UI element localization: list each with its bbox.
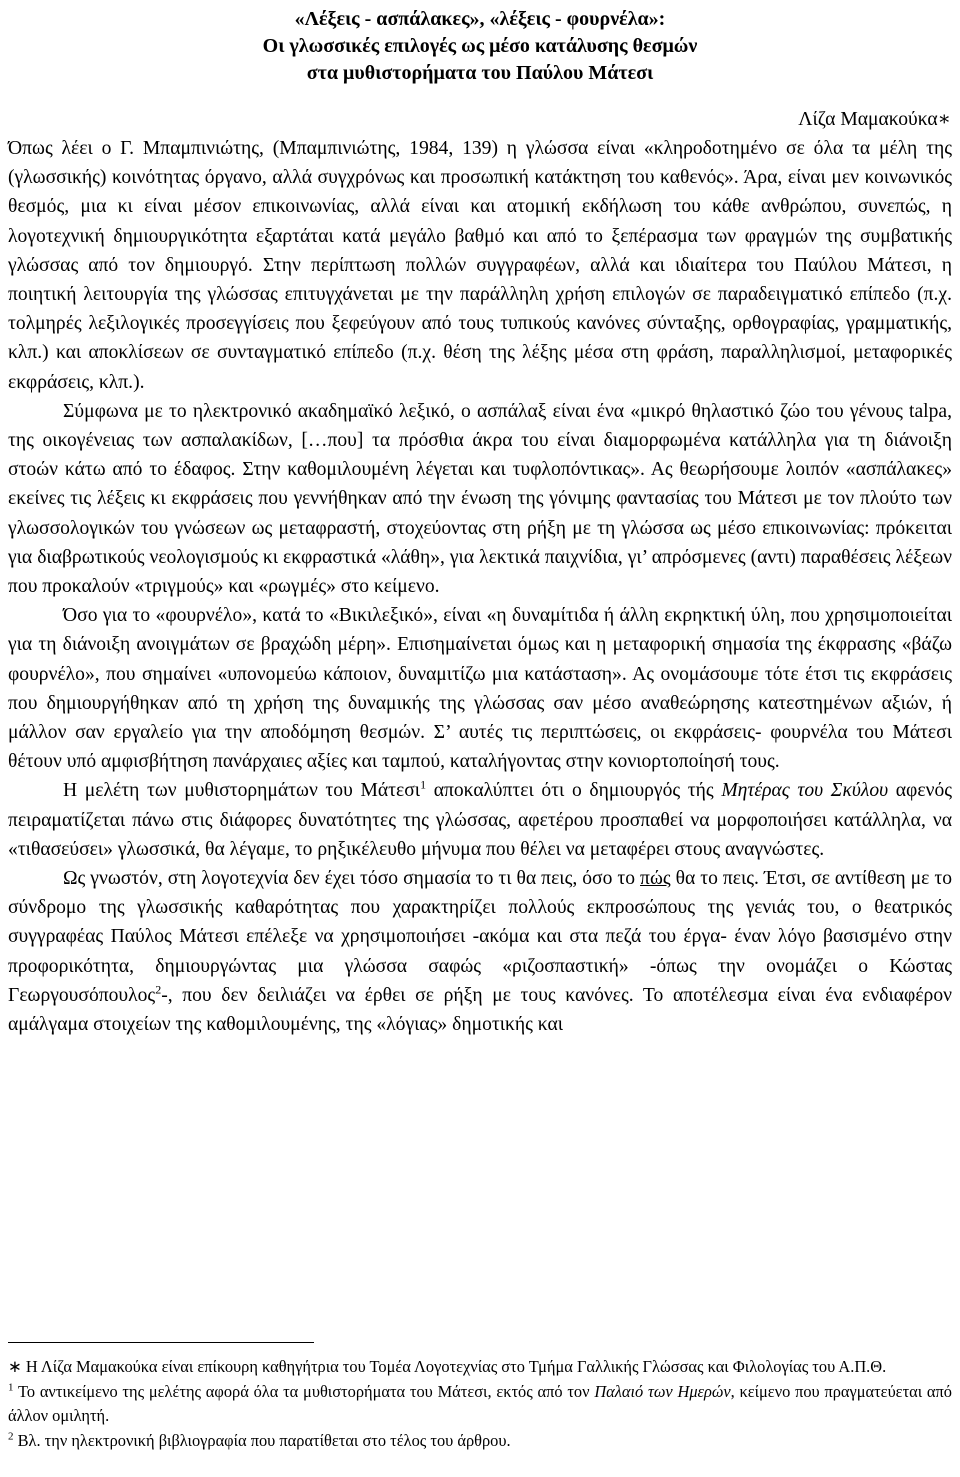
title-line-1: «Λέξεις - ασπάλακες», «λέξεις - φουρνέλα»: (294, 8, 666, 30)
footnotes (8, 1355, 952, 1453)
title-line-3: στα μυθιστορήματα του Παύλου Μάτεσι (306, 62, 654, 84)
footnote-1-mark: 1 (8, 1381, 14, 1394)
footnote-2-text: Βλ. την ηλεκτρονική βιβλιογραφία που παρατίθεται στο τέλος του άρθρου. (13, 1430, 511, 1450)
footnote-ref-1[interactable]: 1 (420, 777, 427, 792)
asterisk-mark: ∗ (8, 1357, 22, 1376)
title-line-2: Οι γλωσσικές επιλογές ως μέσο κατάλυσης θεσμών (262, 35, 698, 57)
footnote-1-text-b: , κείμενο που πραγματεύεται από άλλον ομιλητή. (8, 1381, 952, 1426)
emphasis-pos: πώς (640, 868, 671, 890)
footnote-author (8, 1355, 952, 1380)
p5-text-b: θα το πεις. Έτσι, σε αντίθεση με το σύνδρομο της γλωσσικής καθαρότητας που χαρακτηρίζει πολλούς εκπροσώπους της γενιάς του, ο θεατρικός συγγραφέας Παύλος Μάτεσι επέλεξε να χρησιμοποιήσει -ακόμα και στα πεζά του έργα- έναν λόγο βασισμένο στην προφορικότητα, δημιουργώντας μια γλώσσα σαφώς «ριζοσπαστική» -όπως την ονομάζει ο Κώστας Γεωργουσόπουλος (8, 868, 952, 1006)
paper-title (8, 6, 952, 87)
book-title-old-of-days: Παλαιό των Ημερών (594, 1381, 731, 1401)
paragraph-1: Όπως λέει ο Γ. Μπαμπινιώτης, (Μπαμπινιώτης, 1984, 139) η γλώσσα είναι «κληροδοτημένο σε όλα τα μέλη της (γλωσσικής) κοινότητας όργανο, αλλά συγχρόνως και προσωπική κατάκτηση του καθενός». Άρα, είναι μεν κοινωνικός θεσμός, μια κι είναι μέσον επικοινωνίας, αλλά είναι και ατομική εκδήλωση του κάθε ανθρώπου, συνεπώς, η λογοτεχνική δημιουργικότητα εξαρτάται κατά μεγάλο βαθμό και από το ξεπέρασμα των φραγμών της συμβατικής γλώσσας από τον δημιουργό. Στην περίπτωση πολλών συγγραφέων, αλλά και ιδιαίτερα του Παύλου Μάτεσι, η ποιητική λειτουργία της γλώσσας επιτυγχάνεται με την παράλληλη χρήση επιλογών σε παραδειγματικό επίπεδο (π.χ. τολμηρές λεξιλογικές προσεγγίσεις που ξεφεύγουν από τους τυπικούς κανόνες σύνταξης, ορθογραφίας, γραμματικής, κλπ.) και αποκλίσεων σε συνταγματικό επίπεδο (π.χ. θέση της λέξης μέσα στη φράση, παραλληλισμοί, μεταφορικές εκφράσεις, κλπ.). (8, 138, 952, 393)
p4-text-b: αποκαλύπτει ότι ο δημιουργός τής (426, 780, 722, 802)
author-name: Λίζα Μαμακούκα∗ (798, 109, 951, 130)
paragraph-2: Σύμφωνα με το ηλεκτρονικό ακαδημαϊκό λεξικό, ο ασπάλαξ είναι ένα «μικρό θηλαστικό ζώο του γένους talpa, της οικογένειας των ασπαλακίδων, […που] τα πρόσθια άκρα του είναι διαμορφωμένα κατάλληλα για τη διάνοιξη στοών κάτω από το έδαφος. Στην καθομιλουμένη λέγεται και τυφλοπόντικας». Ας θεωρήσουμε λοιπόν «ασπάλακες» εκείνες τις λέξεις κι εκφράσεις που γεννήθηκαν από την ένωση της γόνιμης φαντασίας του Μάτεσι με τον πλούτο των γλωσσολογικών του γνώσεων ως μεταφραστή, στοχεύοντας στη ρήξη με τη γλώσσα ως μέσο επικοινωνίας: πρόκειται για διαβρωτικούς νεολογισμούς κι εκφραστικά «λάθη», για λεκτικά παιχνίδια, γι’ απρόσμενες (αντι) παραθέσεις λέξεων που προκαλούν «τριγμούς» και «ρωγμές» στο κείμενο. (8, 400, 952, 598)
footnote-2 (8, 1429, 952, 1454)
p5-text-c: -, που δεν δειλιάζει να έρθει σε ρήξη με τους κανόνες. Το αποτέλεσμα είναι ένα ενδιαφέρον αμάλγαμα στοιχείων της καθομιλουμένης, της «λόγιας» δημοτικής και (8, 984, 952, 1036)
p4-text-a: Η μελέτη των μυθιστορημάτων του Μάτεσι (63, 780, 421, 802)
footnote-author-text: Η Λίζα Μαμακούκα είναι επίκουρη καθηγήτρια του Τομέα Λογοτεχνίας στο Τμήμα Γαλλικής Γλώσσας και Φιλολογίας του Α.Π.Θ. (21, 1357, 887, 1376)
footnote-ref-2[interactable]: 2 (155, 982, 162, 997)
p4-text-c: αφενός πειραματίζεται πάνω στις διάφορες δυνατότητες της γλώσσας, αφετέρου προσπαθεί να μορφοποιήσει κατάλληλα, να «τιθασεύσει» γλωσσικά, θα λέγαμε, το ρηξικέλευθο μήνυμα που θέλει να μεταφέρει στους αναγνώστες. (8, 780, 952, 860)
paragraph-4 (8, 776, 952, 864)
paragraph-3: Όσο για το «φουρνέλο», κατά το «Βικιλεξικό», είναι «η δυναμίτιδα ή άλλη εκρηκτική ύλη, που χρησιμοποιείται για τη διάνοιξη ανοιγμάτων σε βραχώδη μέρη». Επισημαίνεται όμως και η μεταφορική σημασία της έκφρασης «βάζω φουρνέλο», που σημαίνει «υπονομεύω κάποιον, δυναμιτίζω μια κατάσταση». Ας ονομάσουμε τότε έτσι τις εκφράσεις που δημιουργήθηκαν από τη χρήση της δυναμικής της γλώσσας σαν μέσο αναθεώρησης κατεστημένων αξιών, ή μάλλον σαν εργαλείο για την αποδόμηση θεσμών. Σ’ αυτές τις περιπτώσεις, οι εκφράσεις- φουρνέλα του Μάτεσι θέτουν υπό αμφισβήτηση πανάρχαιες αξίες και ταμπού, καταλήγοντας στην κονιορτοποίησή τους. (8, 605, 952, 773)
footnote-2-mark: 2 (8, 1430, 14, 1443)
footnote-1 (8, 1380, 952, 1429)
book-title-mother-of-dog: Μητέρας του Σκύλου (721, 780, 889, 802)
footnote-separator (8, 1342, 314, 1343)
paragraph-5 (8, 864, 952, 1039)
footnote-1-text-a: Το αντικείμενο της μελέτης αφορά όλα τα μυθιστορήματα του Μάτεσι, εκτός από τον (13, 1381, 595, 1401)
p5-text-a: Ως γνωστόν, στη λογοτεχνία δεν έχει τόσο σημασία το τι θα πεις, όσο το (63, 868, 641, 890)
